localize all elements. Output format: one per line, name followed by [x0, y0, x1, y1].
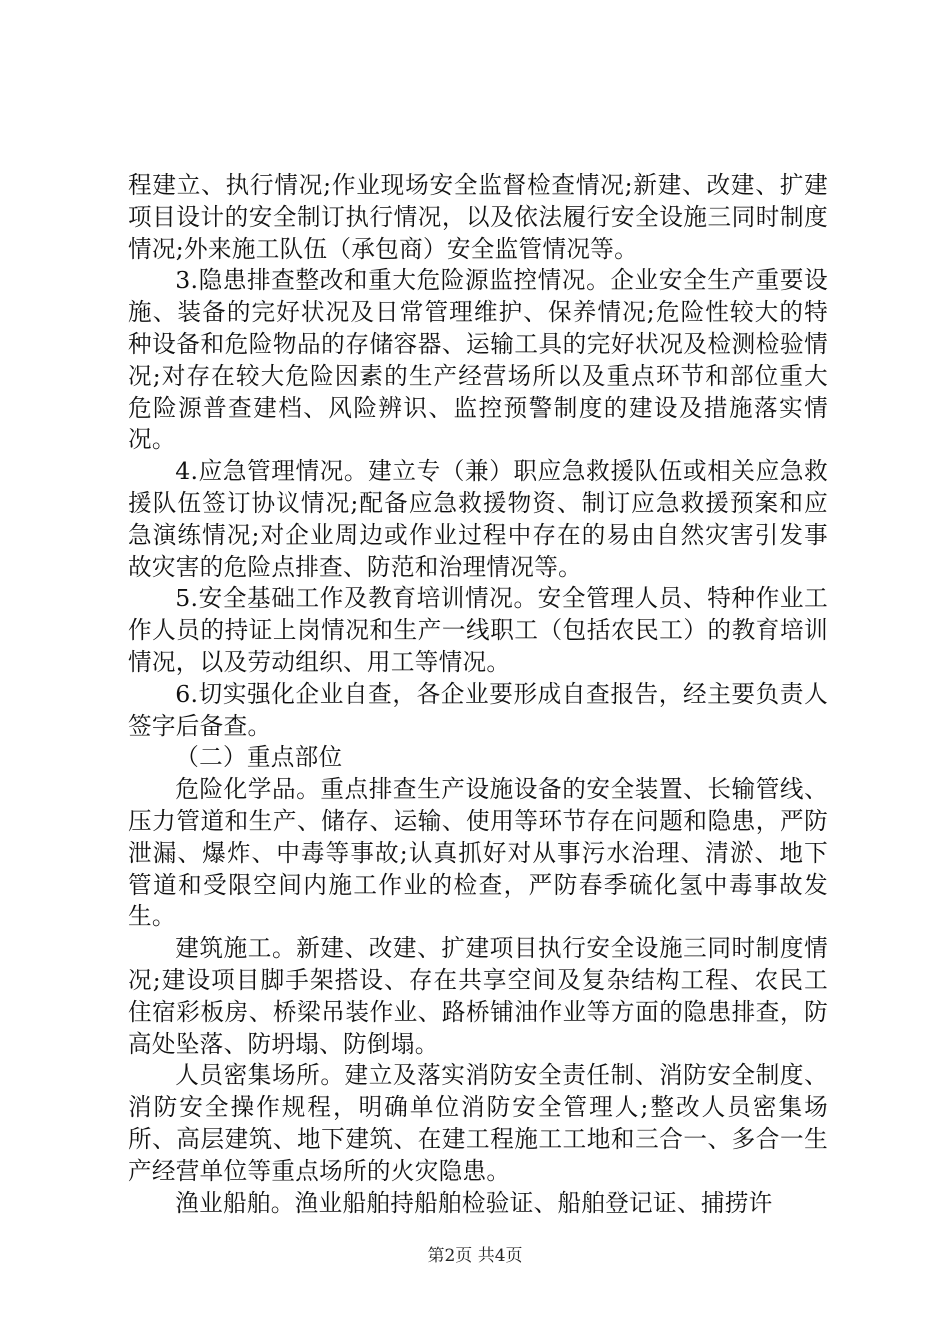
paragraph-fishing-vessels: 渔业船舶。渔业船舶持船舶检验证、船舶登记证、捕捞许: [175, 1188, 773, 1217]
paragraph-crowded-places: 人员密集场所。建立及落实消防安全责任制、消防安全制度、消防安全操作规程，明确单位消防安全管理人;整改人员密集场所、高层建筑、地下建筑、在建工程施工工地和三合一、多合一生产经营单位等重点场所的火灾隐患。: [128, 1061, 828, 1185]
paragraph-hazardous-chemicals: 危险化学品。重点排查生产设施设备的安全装置、长输管线、压力管道和生产、储存、运输、使用等环节存在问题和隐患，严防泄漏、爆炸、中毒等事故;认真抓好对从事污水治理、清淤、地下管道和受限空间内施工作业的检查，严防春季硫化氢中毒事故发生。: [128, 775, 828, 931]
paragraph-continuation: 程建立、执行情况;作业现场安全监督检查情况;新建、改建、扩建项目设计的安全制订执行情况，以及依法履行安全设施三同时制度情况;外来施工队伍（承包商）安全监管情况等。: [128, 171, 828, 263]
document-body: [128, 170, 828, 1219]
paragraph-emergency-management: 4.应急管理情况。建立专（兼）职应急救援队伍或相关应急救援队伍签订协议情况;配备应急救援物资、制订应急救援预案和应急演练情况;对企业周边或作业过程中存在的易由自然灾害引发事故灾害的危险点排查、防范和治理情况等。: [128, 457, 828, 581]
section-heading-key-areas: （二）重点部位: [175, 743, 343, 772]
page-number-footer: 第2页 共4页: [427, 1246, 523, 1266]
paragraph-self-inspection: 6.切实强化企业自查，各企业要形成自查报告，经主要负责人签字后备查。: [128, 679, 828, 740]
paragraph-hazard-inspection: 3.隐患排查整改和重大危险源监控情况。企业安全生产重要设施、装备的完好状况及日常管理维护、保养情况;危险性较大的特种设备和危险物品的存储容器、运输工具的完好状况及检测检验情况;对存在较大危险因素的生产经营场所以及重点环节和部位重大危险源普查建档、风险辨识、监控预警制度的建设及措施落实情况。: [128, 266, 828, 454]
paragraph-construction: 建筑施工。新建、改建、扩建项目执行安全设施三同时制度情况;建设项目脚手架搭设、存在共享空间及复杂结构工程、农民工住宿彩板房、桥梁吊装作业、路桥铺油作业等方面的隐患排查，防高处坠落、防坍塌、防倒塌。: [128, 934, 828, 1058]
paragraph-safety-training: 5.安全基础工作及教育培训情况。安全管理人员、特种作业工作人员的持证上岗情况和生产一线职工（包括农民工）的教育培训情况，以及劳动组织、用工等情况。: [128, 584, 828, 676]
